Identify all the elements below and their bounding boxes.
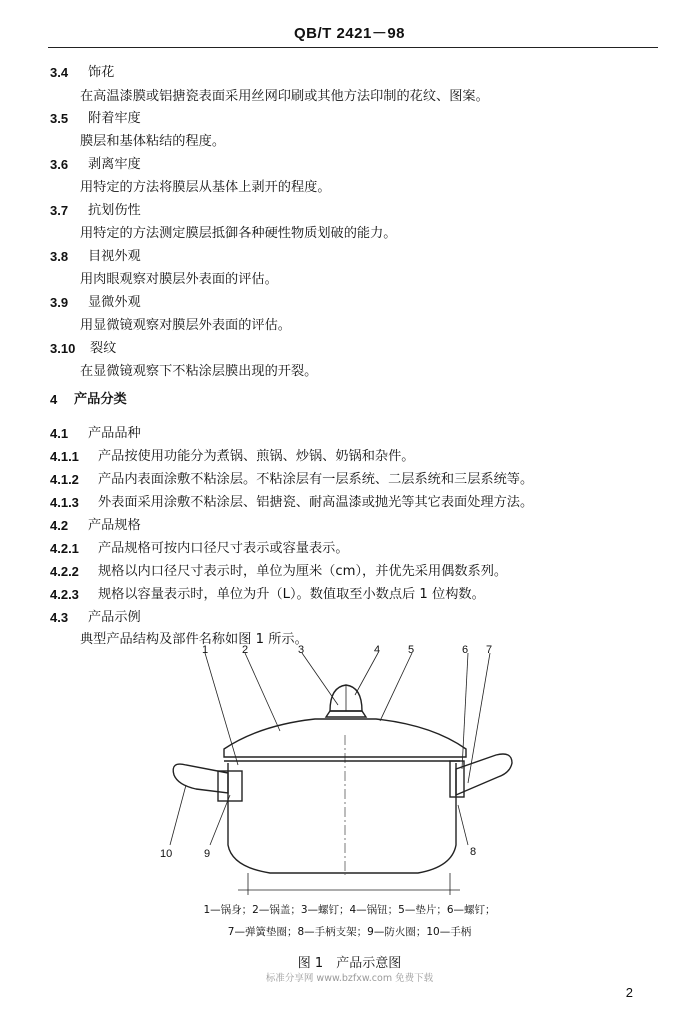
- fire-guard-left: [218, 771, 242, 801]
- section-title: 产品示例: [88, 610, 141, 625]
- section-title: 规格以内口径尺寸表示时，单位为厘米（cm），并优先采用偶数系列。: [98, 564, 508, 579]
- label-8: 8: [470, 846, 477, 858]
- section-title: 附着牢度: [88, 111, 141, 126]
- label-5: 5: [408, 645, 415, 656]
- section-title: 饰花: [88, 65, 115, 80]
- section-number: 4.2.1: [50, 541, 79, 556]
- section-title: 抗划伤性: [88, 203, 141, 218]
- section-title: 显微外观: [88, 295, 141, 310]
- legend-line-2: 7—弹簧垫圈；8—手柄支架；9—防火圈；10—手柄: [227, 926, 472, 938]
- section-number: 3.7: [50, 203, 69, 218]
- section-number: 4.1.2: [50, 472, 79, 487]
- section-title: 剥离牢度: [88, 157, 141, 172]
- definition-text: 用特定的方法将膜层从基体上剥开的程度。: [80, 180, 331, 195]
- section-title: 产品分类: [74, 392, 127, 407]
- section-number: 3.9: [50, 295, 69, 310]
- header-rule: [48, 47, 658, 48]
- definition-text: 膜层和基体粘结的程度。: [80, 134, 226, 149]
- label-9: 9: [204, 848, 211, 860]
- section-title: 裂纹: [90, 341, 117, 356]
- standard-number: QB/T 2421－98: [293, 25, 406, 42]
- section-title: 产品按使用功能分为煮锅、煎锅、炒锅、奶锅和杂件。: [98, 449, 415, 464]
- section-number: 4.3: [50, 610, 69, 625]
- section-number: 4.2.3: [50, 587, 79, 602]
- label-6: 6: [462, 645, 469, 656]
- label-4: 4: [374, 645, 381, 656]
- section-title: 产品内表面涂敷不粘涂层。不粘涂层有一层系统、二层系统和三层系统等。: [98, 472, 534, 487]
- section-title: 产品品种: [88, 426, 141, 441]
- definition-text: 用肉眼观察对膜层外表面的评估。: [80, 272, 278, 287]
- section-title: 产品规格可按内口径尺寸表示或容量表示。: [98, 541, 349, 556]
- section-number: 4.2: [50, 518, 69, 533]
- section-number: 4.1.1: [50, 449, 79, 464]
- section-title: 产品规格: [88, 518, 141, 533]
- left-handle: [173, 764, 228, 793]
- legend-line-1: 1—锅身；2—锅盖；3—螺钉；4—锅钮；5—垫片；6—螺钉；: [203, 904, 496, 916]
- figure-caption: 图 1 产品示意图: [297, 956, 402, 971]
- section-title: 目视外观: [88, 249, 141, 264]
- label-3: 3: [298, 645, 305, 656]
- definition-text: 在高温漆膜或铝搪瓷表面采用丝网印刷或其他方法印制的花纹、图案。: [80, 89, 489, 104]
- section-number: 4: [50, 392, 58, 407]
- section-number: 3.6: [50, 157, 69, 172]
- section-number: 4.1.3: [50, 495, 79, 510]
- section-number: 4.1: [50, 426, 69, 441]
- section-number: 3.4: [50, 65, 69, 80]
- pot-body: [228, 763, 456, 873]
- definition-text: 用特定的方法测定膜层抵御各种硬性物质划破的能力。: [80, 226, 397, 241]
- label-7: 7: [486, 645, 493, 656]
- definition-text: 典型产品结构及部件名称如图 1 所示。: [80, 632, 308, 647]
- section-title: 外表面采用涂敷不粘涂层、铝搪瓷、耐高温漆或抛光等其它表面处理方法。: [98, 495, 534, 510]
- label-2: 2: [242, 645, 249, 656]
- section-number: 3.10: [50, 341, 76, 356]
- section-number: 4.2.2: [50, 564, 79, 579]
- page-number: 2: [625, 985, 633, 1000]
- label-10: 10: [160, 848, 173, 860]
- cookware-diagram: [150, 645, 530, 910]
- label-1: 1: [202, 645, 209, 656]
- section-number: 3.5: [50, 111, 69, 126]
- section-title: 规格以容量表示时，单位为升（L）。数值取至小数点后 1 位构数。: [98, 587, 485, 602]
- section-number: 3.8: [50, 249, 69, 264]
- definition-text: 用显微镜观察对膜层外表面的评估。: [80, 318, 291, 333]
- definition-text: 在显微镜观察下不粘涂层膜出现的开裂。: [80, 364, 318, 379]
- watermark: 标准分享网 www.bzfxw.com 免费下载: [265, 973, 434, 984]
